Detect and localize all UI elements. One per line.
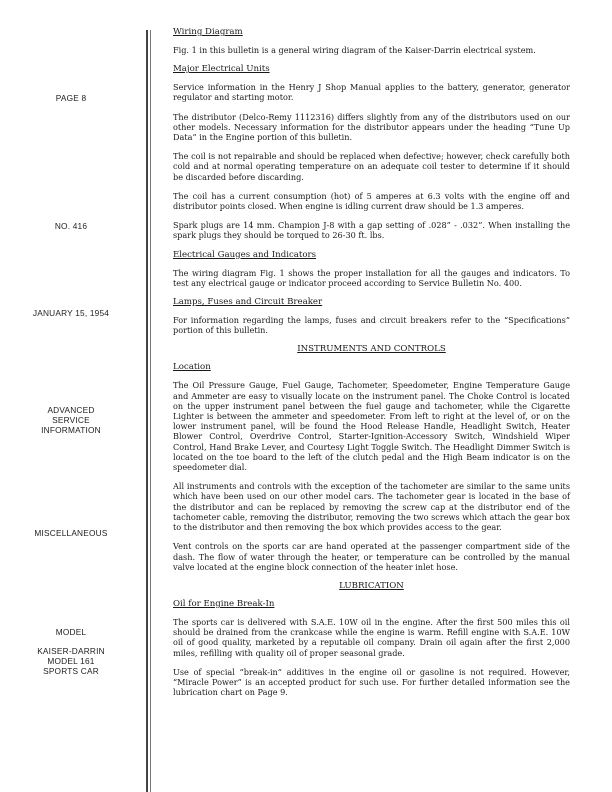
- section-heading-wiring: Wiring Diagram: [173, 27, 243, 37]
- section-heading-lamps: Lamps, Fuses and Circuit Breaker: [173, 297, 323, 308]
- category-line: INFORMATION: [41, 425, 101, 435]
- paragraph-location: The Oil Pressure Gauge, Fuel Gauge, Tachometer, Speedometer, Engine Temperature Gauge and Ammeter are easy to visually locate on the instrument panel. The Choke Control is located on the upper instrument panel between the fuel gauge and tachometer, while the Cigarette Lighter is between the ammeter and speedometer. From left to right at the level of, or on the lower instrument panel, will be found the Hood Release Handle, Headlight Switch, Heater Blower Control, Overdrive Control, Starter-Ignition-Accessory Switch, Windshield Wiper Control, Hand Brake Lever, and Courtesy Light Toggle Switch. The Headlight Dimmer Switch is located on the toe board to the left of the clutch pedal and the High Beam indicator is on the speedometer dial.: [173, 380, 570, 473]
- paragraph-major-units: Service information in the Henry J Shop Manual applies to the battery, generator, generator regulator and starting motor.: [173, 82, 570, 103]
- paragraph-oil: The sports car is delivered with S.A.E. 10W oil in the engine. After the first 500 miles this oil should be drained from the crankcase while the engine is warm. Refill engine with S.A.E. 10W oil of good quality, marketed by a reputable oil company. Drain oil again after the first 2,000 miles, refilling with quality oil of proper seasonal grade.: [173, 616, 570, 658]
- section-heading-major-units: Major Electrical Units: [173, 64, 270, 75]
- paragraph-spark-plugs: Spark plugs are 14 mm. Champion J-8 with a gap setting of .028” - .032”. When installing the spark plugs they should be torqued to 26-30 ft. lbs.: [173, 220, 570, 241]
- category-line: SERVICE: [52, 415, 90, 425]
- paragraph-vent: Vent controls on the sports car are hand operated at the passenger compartment side of the dash. The flow of water through the heater, or temperature can be controlled by the manual valve located at the engine block connection of the heater inlet hose.: [173, 541, 570, 572]
- bulletin-date: JANUARY 15, 1954: [32, 308, 110, 318]
- chapter-heading-lubrication: LUBRICATION: [339, 580, 404, 591]
- paragraph-gauges: The wiring diagram Fig. 1 shows the proper installation for all the gauges and indicators. To test any electrical gauge or indicator proceed according to Service Bulletin No. 400.: [173, 267, 570, 288]
- paragraph-lamps: For information regarding the lamps, fuses and circuit breakers refer to the “Specifications” portion of this bulletin.: [173, 315, 570, 336]
- bulletin-sidebar: [0, 0, 142, 792]
- section-heading-oil: Oil for Engine Break-In: [173, 598, 275, 609]
- paragraph-additives: Use of special “break-in” additives in the engine oil or gasoline is not required. However, “Miracle Power” is an accepted product for such use. For further detailed information see the lubrication chart on Page 9.: [173, 666, 570, 698]
- paragraph-controls: All instruments and controls with the exception of the tachometer are similar to the same units which have been used on our other model cars. The tachometer gear is located in the base of the distributor and can be replaced by removing the screw cap at the distributor end of the tachometer cable, removing the distributor, removing the two screws which attach the gear box to the distributor and then removing the box which provides access to the gear.: [173, 481, 570, 533]
- paragraph-coil-current: The coil has a current consumption (hot) of 5 amperes at 6.3 volts with the engine off and distributor points closed. When engine is idling current draw should be 1.3 amperes.: [173, 190, 570, 212]
- model-line: KAISER-DARRIN: [37, 646, 105, 656]
- section-heading-location: Location: [173, 362, 211, 373]
- bulletin-category: [8, 405, 134, 435]
- bulletin-body: [173, 27, 570, 706]
- category-line: ADVANCED: [47, 405, 95, 415]
- bulletin-number: NO. 416: [54, 221, 88, 231]
- model-label: MODEL: [55, 627, 87, 637]
- paragraph-wiring: Fig. 1 in this bulletin is a general wiring diagram of the Kaiser-Darrin electrical system.: [173, 45, 536, 55]
- page-number: PAGE 8: [55, 93, 87, 103]
- model-line: MODEL 161: [47, 656, 95, 666]
- section-heading-gauges: Electrical Gauges and Indicators: [173, 249, 317, 260]
- column-divider-inner: [150, 30, 151, 792]
- paragraph-distributor: The distributor (Delco-Remy 1112316) differs slightly from any of the distributors used on our other models. Necessary information for the distributor appears under the heading “Tune Up Data” in the Engine portion of this bulletin.: [173, 111, 570, 143]
- chapter-heading-instruments: INSTRUMENTS AND CONTROLS: [297, 344, 446, 355]
- paragraph-coil: The coil is not repairable and should be replaced when defective; however, check carefully both cold and at normal operating temperature on an adequate coil tester to determine if it should be discarded before discarding.: [173, 151, 570, 182]
- model-line: SPORTS CAR: [43, 666, 99, 676]
- model-name: [8, 646, 134, 676]
- bulletin-subject: MISCELLANEOUS: [34, 528, 108, 538]
- column-divider: [146, 30, 148, 792]
